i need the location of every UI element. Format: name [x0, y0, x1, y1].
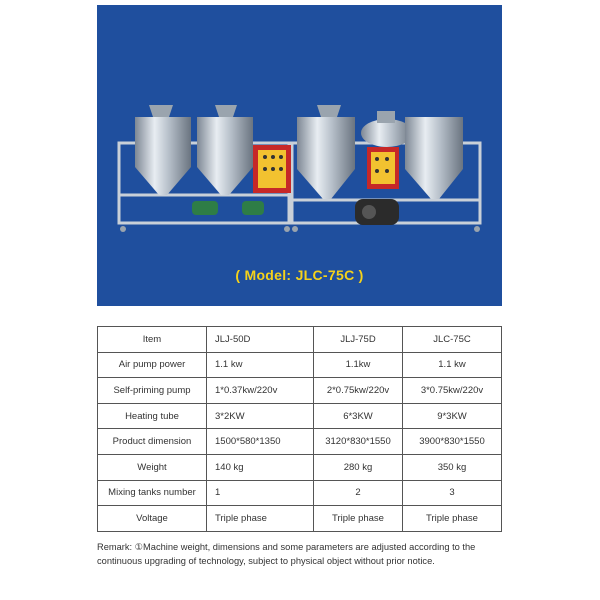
remark-note: Remark: ①Machine weight, dimensions and some parameters are adjusted according to the continuous upgrading of technology, subject to physical object without prior notice. — [97, 542, 476, 566]
table-cell: JLC-75C — [403, 327, 502, 353]
row-label-cell: Weight — [98, 454, 207, 480]
table-row — [98, 506, 502, 532]
table-header-row — [98, 327, 502, 353]
table-cell: 3*0.75kw/220v — [403, 378, 502, 404]
oil-refinery-machine-illustration — [97, 5, 502, 306]
table-cell: Triple phase — [403, 506, 502, 532]
row-label-cell: Heating tube — [98, 403, 207, 429]
table-row — [98, 429, 502, 455]
table-cell: 1 — [207, 480, 314, 506]
table-cell: Triple phase — [314, 506, 403, 532]
table-cell: 3 — [403, 480, 502, 506]
table-cell: 1.1 kw — [207, 352, 314, 378]
table-cell: 1500*580*1350 — [207, 429, 314, 455]
table-cell: 2*0.75kw/220v — [314, 378, 403, 404]
table-cell: 1.1 kw — [403, 352, 502, 378]
row-label-cell: Voltage — [98, 506, 207, 532]
model-caption: ( Model: JLC-75C ) — [235, 267, 364, 283]
table-cell: 3*2KW — [207, 403, 314, 429]
table-cell: 6*3KW — [314, 403, 403, 429]
control-panel-left — [253, 145, 291, 193]
table-row — [98, 454, 502, 480]
table-cell: Triple phase — [207, 506, 314, 532]
tank-2 — [197, 105, 253, 195]
table-cell: 1*0.37kw/220v — [207, 378, 314, 404]
row-label-cell: Air pump power — [98, 352, 207, 378]
table-row — [98, 403, 502, 429]
table-cell: 3120*830*1550 — [314, 429, 403, 455]
table-cell: 280 kg — [314, 454, 403, 480]
table-row — [98, 352, 502, 378]
tank-1 — [135, 105, 191, 195]
table-cell: JLJ-75D — [314, 327, 403, 353]
product-photo — [97, 5, 502, 306]
row-label-cell: Product dimension — [98, 429, 207, 455]
table-cell: 9*3KW — [403, 403, 502, 429]
pump-green — [192, 201, 264, 215]
table-cell: 1.1kw — [314, 352, 403, 378]
table-row — [98, 378, 502, 404]
table-cell: 2 — [314, 480, 403, 506]
table-cell: 3900*830*1550 — [403, 429, 502, 455]
table-cell: 350 kg — [403, 454, 502, 480]
vacuum-pump — [355, 199, 399, 225]
spec-table — [97, 326, 502, 532]
control-panel-right — [367, 147, 399, 189]
row-label-cell: Self-priming pump — [98, 378, 207, 404]
row-label-cell: Mixing tanks number — [98, 480, 207, 506]
table-row — [98, 480, 502, 506]
row-label-cell: Item — [98, 327, 207, 353]
table-cell: JLJ-50D — [207, 327, 314, 353]
table-cell: 140 kg — [207, 454, 314, 480]
tank-4 — [405, 117, 463, 199]
tank-3 — [297, 105, 355, 199]
